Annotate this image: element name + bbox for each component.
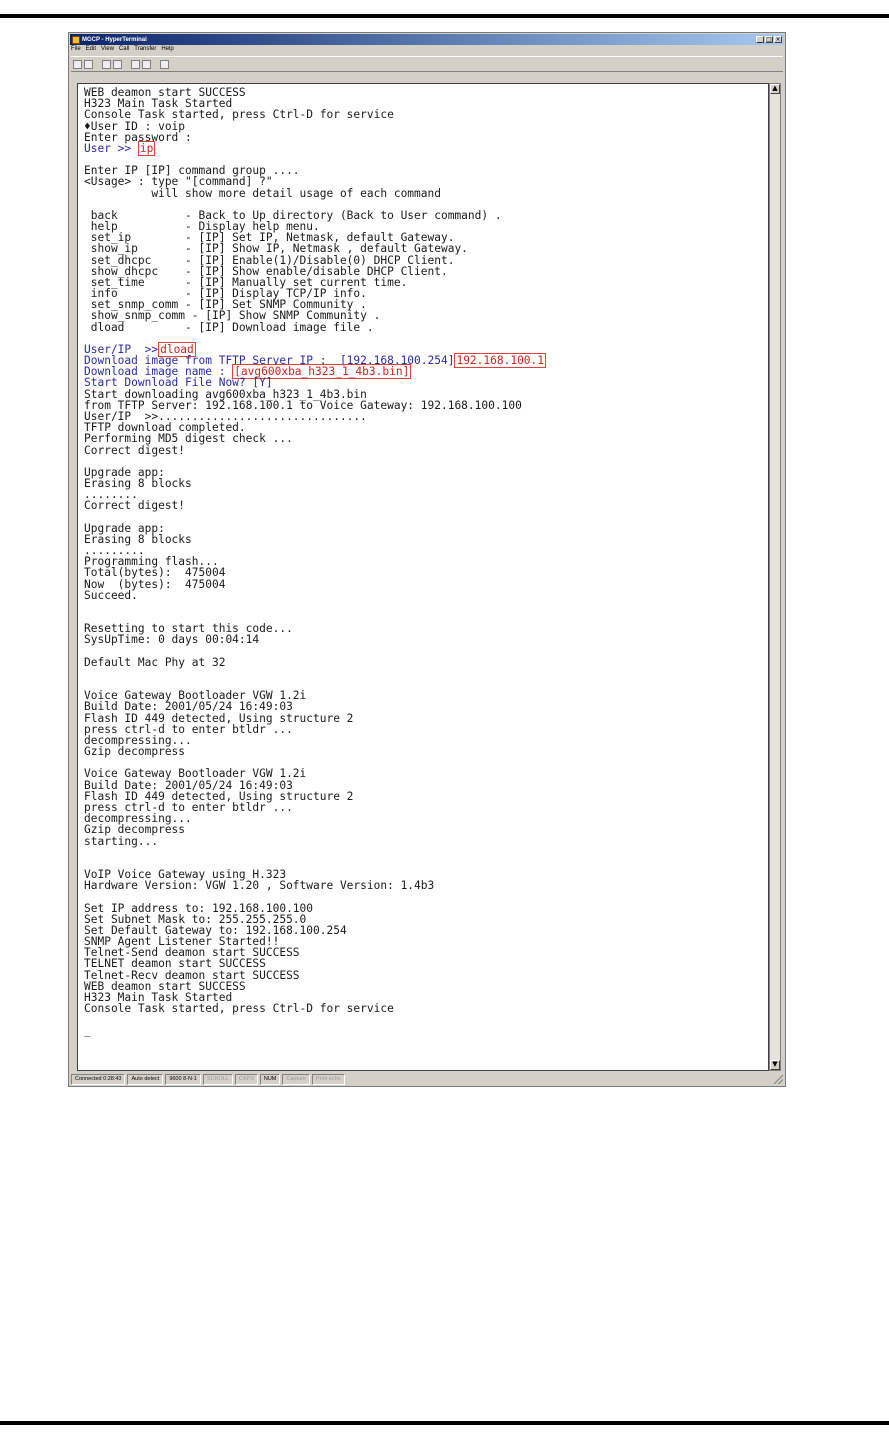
new-connection-icon[interactable] (73, 60, 82, 69)
terminal-line-text: Gzip decompress (84, 823, 186, 837)
status-caps: CAPS (235, 1074, 258, 1085)
terminal-line-text: User >> (84, 141, 138, 155)
terminal-line-text: Enter password : (84, 130, 192, 144)
terminal-line-text: User/IP >> (84, 342, 159, 356)
terminal-line (84, 500, 764, 511)
scroll-up-icon[interactable]: ▲ (770, 84, 780, 94)
terminal-line-text: Set Default Gateway to: 192.168.100.254 (84, 923, 347, 937)
terminal-line (84, 657, 764, 668)
terminal-line-text: Default Mac Phy at 32 (84, 655, 226, 669)
terminal-line-text: Erasing 8 blocks (84, 477, 192, 491)
terminal-line (84, 668, 764, 679)
status-scroll: SCROLL (203, 1074, 233, 1085)
terminal-line-text: WEB deamon start SUCCESS (84, 979, 246, 993)
scroll-down-icon[interactable]: ▼ (770, 1060, 780, 1070)
terminal-line (84, 746, 764, 757)
terminal-line-text: show_ip - [IP] Show IP, Netmask , default Gateway. (84, 242, 468, 256)
terminal-line-text: set_ip - [IP] Set IP, Netmask, default Gateway. (84, 231, 455, 245)
menu-call[interactable]: Call (118, 46, 130, 52)
highlighted-input: 192.168.100.1 (456, 354, 545, 368)
terminal-line-text: Correct digest! (84, 499, 186, 513)
terminal-line-text: Upgrade app: (84, 521, 165, 535)
terminal-line (84, 824, 764, 835)
terminal-line-text: ........ (84, 488, 138, 502)
toolbar (71, 56, 783, 72)
terminal-line (84, 813, 764, 824)
terminal-line-text: SysUpTime: 0 days 00:04:14 (84, 633, 260, 647)
terminal-line-text: Gzip decompress (84, 745, 186, 759)
terminal-line (84, 601, 764, 612)
terminal-line (84, 579, 764, 590)
terminal-line-text: SNMP Agent Listener Started!! (84, 935, 280, 949)
terminal-line-text: show_snmp_comm - [IP] Show SNMP Community . (84, 309, 381, 323)
menu-help[interactable]: Help (161, 46, 174, 52)
terminal-line-text: Flash ID 449 detected, Using structure 2 (84, 789, 354, 803)
terminal-line-text: press ctrl-d to enter btldr ... (84, 722, 293, 736)
window-title: MGCP - HyperTerminal (82, 36, 147, 43)
terminal-line-text: WEB deamon start SUCCESS (84, 86, 246, 99)
terminal-line-text: set_snmp_comm - [IP] Set SNMP Community . (84, 298, 367, 312)
terminal-line (84, 836, 764, 847)
terminal-line (84, 590, 764, 601)
terminal-line-text: press ctrl-d to enter btldr ... (84, 801, 293, 814)
terminal-line-text: show_dhcpc - [IP] Show enable/disable DHCP Client. (84, 264, 448, 278)
terminal-line (84, 1014, 764, 1025)
terminal-line (84, 735, 764, 746)
terminal-line (84, 534, 764, 545)
terminal-line-text: Build Date: 2001/05/24 16:49:03 (84, 778, 293, 792)
terminal-line-text: Now (bytes): 475004 (84, 577, 226, 591)
receive-icon[interactable] (142, 60, 151, 69)
call-icon[interactable] (102, 60, 111, 69)
terminal-line-text: TELNET deamon start SUCCESS (84, 957, 266, 971)
terminal-line (84, 188, 764, 199)
menu-edit[interactable]: Edit (85, 46, 97, 52)
terminal-line (84, 478, 764, 489)
terminal-line-text: User/IP >>............................... (84, 409, 367, 423)
terminal-line (84, 143, 764, 154)
terminal-line-text: Hardware Version: VGW 1.20 , Software Version: 1.4b3 (84, 879, 435, 893)
minimize-button[interactable]: _ (756, 36, 764, 43)
menu-view[interactable]: View (101, 46, 114, 52)
menu-file[interactable]: File (71, 46, 81, 52)
terminal-line (84, 132, 764, 143)
status-connected: Connected 0:28:43 (71, 1074, 125, 1085)
terminal-line (84, 1025, 764, 1036)
terminal-line-text: Download image name : (84, 365, 233, 379)
top-rule (0, 14, 889, 18)
terminal-line-text: from TFTP Server: 192.168.100.1 to Voice Gateway: 192.168.100.100 (84, 398, 522, 412)
status-params: 9600 8-N-1 (165, 1074, 201, 1085)
terminal-line-text: Total(bytes): 475004 (84, 566, 226, 580)
terminal-line-text: Telnet-Send deamon start SUCCESS (84, 946, 300, 960)
terminal-line-text: ......... (84, 544, 145, 558)
maximize-button[interactable]: □ (766, 36, 772, 43)
terminal-line-text: Start downloading avg600xba_h323_1_4b3.bin (84, 387, 367, 401)
terminal-line (84, 322, 764, 333)
title-bar[interactable] (70, 34, 784, 45)
terminal-line-text: H323 Main Task Started (84, 990, 233, 1004)
terminal-line-text: Telnet-Recv deamon start SUCCESS (84, 968, 300, 982)
hyperterminal-window (68, 32, 786, 1087)
highlighted-input: ip (139, 141, 154, 155)
app-icon (72, 36, 80, 44)
terminal-line-text: H323 Main Task Started (84, 97, 233, 111)
terminal-line-text: Console Task started, press Ctrl-D for service (84, 108, 394, 122)
properties-icon[interactable] (160, 60, 169, 69)
disconnect-icon[interactable] (113, 60, 122, 69)
terminal-line-text: Upgrade app: (84, 465, 165, 479)
terminal-line-text: info - [IP] Display TCP/IP info. (84, 287, 367, 301)
terminal-line-text: decompressing... (84, 733, 192, 747)
close-button[interactable]: × (775, 36, 781, 43)
terminal-line-text: starting... (84, 834, 159, 848)
terminal-line-text: decompressing... (84, 812, 192, 826)
terminal-line-text: set_time - [IP] Manually set current time. (84, 275, 408, 289)
status-capture: Capture (282, 1074, 310, 1085)
status-detect: Auto detect (127, 1074, 163, 1085)
terminal-line-text: Start Download File Now? [Y] (84, 376, 273, 390)
terminal-line-text: Flash ID 449 detected, Using structure 2 (84, 711, 354, 725)
terminal-line (84, 109, 764, 120)
terminal-line-text: Correct digest! (84, 443, 186, 457)
terminal-line-text: Erasing 8 blocks (84, 532, 192, 546)
terminal-line-text: TFTP download completed. (84, 421, 246, 435)
terminal-line-text: _ (84, 1024, 91, 1038)
terminal-output (84, 87, 764, 1037)
status-num: NUM (260, 1074, 281, 1085)
terminal-line (84, 456, 764, 467)
terminal-line (84, 489, 764, 500)
terminal-line (84, 847, 764, 858)
bottom-rule (0, 1421, 889, 1425)
menu-transfer[interactable]: Transfer (134, 46, 157, 52)
highlighted-input: [avg600xba_h323_1_4b3.bin] (234, 365, 410, 379)
status-bar (71, 1074, 771, 1085)
terminal-line-text: Resetting to start this code... (84, 622, 293, 636)
terminal-line-text: VoIP Voice Gateway using H.323 (84, 868, 287, 882)
highlighted-input: dload (160, 342, 194, 356)
terminal-line-text: set_dhcpc - [IP] Enable(1)/Disable(0) DHCP Client. (84, 253, 455, 267)
terminal-line-text: back - Back to Up directory (Back to User command) . (84, 208, 502, 222)
menu-bar (71, 46, 174, 55)
terminal-line-text: Enter IP [IP] command group .... (84, 164, 300, 178)
terminal-line-text: will show more detail usage of each command (84, 186, 441, 200)
terminal-line-text: ♦User ID : voip (84, 119, 186, 133)
resize-grip-icon[interactable] (774, 1075, 783, 1084)
terminal-line (84, 1003, 764, 1014)
terminal-line-text: Set IP address to: 192.168.100.100 (84, 901, 314, 915)
vertical-scrollbar[interactable] (769, 83, 781, 1071)
terminal-line-text: Voice Gateway Bootloader VGW 1.2i (84, 689, 307, 703)
terminal-line-text: Build Date: 2001/05/24 16:49:03 (84, 700, 293, 714)
terminal-line (84, 512, 764, 523)
send-icon[interactable] (131, 60, 140, 69)
terminal-line-text: Succeed. (84, 588, 138, 602)
terminal-line-text: Programming flash... (84, 555, 219, 569)
terminal-line-text: Set Subnet Mask to: 255.255.255.0 (84, 912, 307, 926)
terminal-line (84, 445, 764, 456)
status-echo: Print echo (312, 1074, 345, 1085)
terminal-screen[interactable] (77, 83, 769, 1071)
terminal-line (84, 880, 764, 891)
terminal-line-text: Download image from TFTP Server IP : [192.168.100.254] (84, 354, 455, 368)
terminal-line-text: Voice Gateway Bootloader VGW 1.2i (84, 767, 307, 781)
terminal-line-text: Console Task started, press Ctrl-D for service (84, 1002, 394, 1016)
terminal-line (84, 433, 764, 444)
terminal-line (84, 634, 764, 645)
terminal-line-text: help - Display help menu. (84, 220, 320, 234)
open-icon[interactable] (84, 60, 93, 69)
terminal-line-text: Performing MD5 digest check ... (84, 432, 293, 446)
terminal-line-text: <Usage> : type "[command] ?" (84, 175, 273, 189)
terminal-line-text: dload - [IP] Download image file . (84, 320, 374, 334)
